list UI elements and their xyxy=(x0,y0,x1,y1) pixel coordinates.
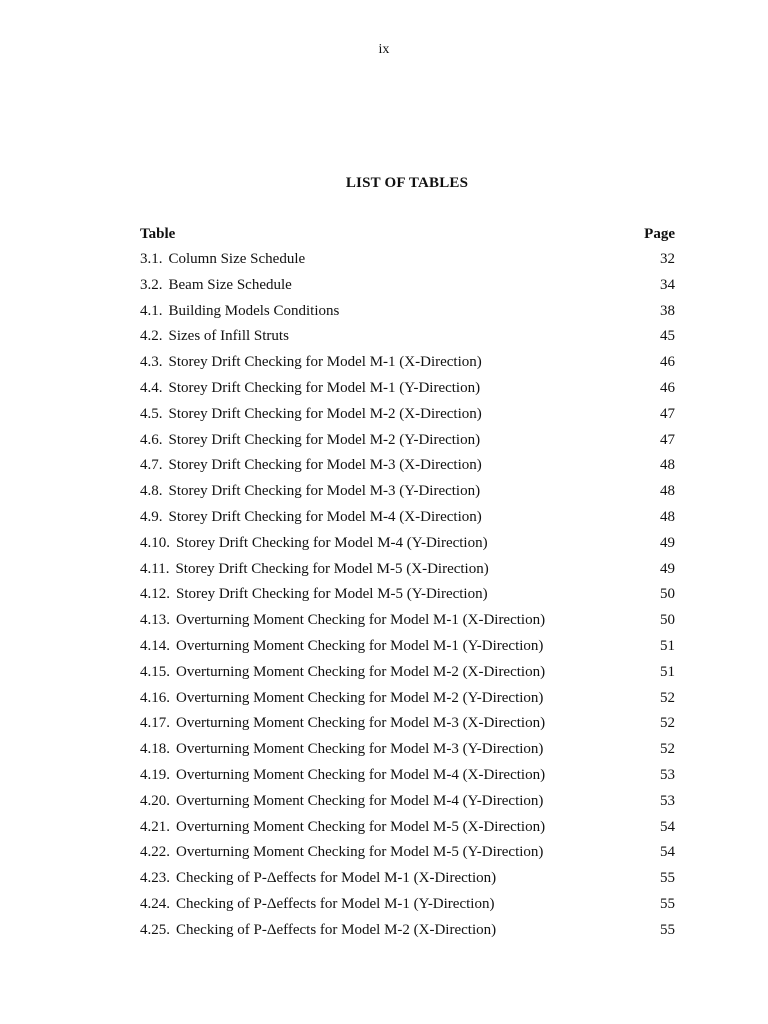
table-title: Storey Drift Checking for Model M-1 (Y-Direction) xyxy=(168,379,481,396)
table-number: 3.1. xyxy=(140,251,163,267)
table-number: 4.3. xyxy=(140,354,163,371)
list-item xyxy=(140,612,675,638)
table-number: 4.22. xyxy=(140,844,170,861)
table-number: 4.21. xyxy=(140,818,170,835)
list-item xyxy=(140,664,675,690)
table-title: Column Size Schedule xyxy=(168,251,306,267)
list-item xyxy=(140,328,675,354)
table-number: 4.9. xyxy=(140,508,163,525)
page-ref: 38 xyxy=(660,302,675,319)
page-ref: 53 xyxy=(660,766,675,783)
table-number: 4.23. xyxy=(140,870,170,887)
list-item xyxy=(140,819,675,845)
list-item xyxy=(140,638,675,664)
page-ref: 52 xyxy=(660,689,675,706)
table-number: 4.4. xyxy=(140,379,163,396)
table-title: Checking of P-Δeffects for Model M-1 (Y-Direction) xyxy=(176,895,495,912)
table-title: Storey Drift Checking for Model M-2 (X-Direction) xyxy=(168,405,482,422)
list-item xyxy=(140,896,675,922)
page-column-header: Page xyxy=(644,226,675,242)
table-list xyxy=(140,251,675,948)
page-ref: 53 xyxy=(660,792,675,809)
table-title: Overturning Moment Checking for Model M-5 (Y-Direction) xyxy=(176,844,544,861)
table-title: Storey Drift Checking for Model M-1 (X-Direction) xyxy=(168,354,482,371)
table-number: 4.14. xyxy=(140,637,170,654)
table-number: 4.10. xyxy=(140,534,170,551)
list-item xyxy=(140,561,675,587)
page-ref: 55 xyxy=(660,870,675,887)
page-ref: 54 xyxy=(660,844,675,861)
page-ref: 34 xyxy=(660,276,675,293)
table-title: Overturning Moment Checking for Model M-3 (Y-Direction) xyxy=(176,741,544,758)
page-ref: 55 xyxy=(660,895,675,912)
page-title: LIST OF TABLES xyxy=(345,175,469,191)
table-number: 4.17. xyxy=(140,715,170,732)
page-ref: 48 xyxy=(660,483,675,500)
list-item xyxy=(140,303,675,329)
page-ref: 50 xyxy=(660,612,675,629)
table-title: Overturning Moment Checking for Model M-5 (X-Direction) xyxy=(176,818,546,835)
table-number: 4.20. xyxy=(140,792,170,809)
page-ref: 52 xyxy=(660,741,675,758)
list-item xyxy=(140,535,675,561)
table-number: 4.12. xyxy=(140,586,170,603)
table-number: 4.6. xyxy=(140,431,163,448)
page-ref: 48 xyxy=(660,508,675,525)
table-title: Building Models Conditions xyxy=(168,302,340,319)
table-title: Overturning Moment Checking for Model M-1 (Y-Direction) xyxy=(176,637,544,654)
list-item xyxy=(140,793,675,819)
table-title: Storey Drift Checking for Model M-4 (Y-Direction) xyxy=(176,534,488,551)
page-ref: 47 xyxy=(660,405,675,422)
table-number: 4.15. xyxy=(140,663,170,680)
table-title: Sizes of Infill Struts xyxy=(168,328,289,345)
table-title: Beam Size Schedule xyxy=(168,276,292,293)
page-number: ix xyxy=(378,42,390,57)
table-number: 4.8. xyxy=(140,483,163,500)
table-title: Overturning Moment Checking for Model M-4 (X-Direction) xyxy=(176,766,546,783)
page-ref: 51 xyxy=(660,663,675,680)
list-item xyxy=(140,715,675,741)
table-number: 4.13. xyxy=(140,612,170,629)
table-number: 4.5. xyxy=(140,405,163,422)
list-item xyxy=(140,844,675,870)
table-title: Storey Drift Checking for Model M-3 (X-Direction) xyxy=(168,457,482,474)
table-number: 4.7. xyxy=(140,457,163,474)
list-item xyxy=(140,483,675,509)
list-item xyxy=(140,586,675,612)
list-item xyxy=(140,432,675,458)
list-item xyxy=(140,354,675,380)
page-ref: 46 xyxy=(660,379,675,396)
table-title: Storey Drift Checking for Model M-5 (X-Direction) xyxy=(175,560,489,577)
table-number: 4.24. xyxy=(140,895,170,912)
page-ref: 48 xyxy=(660,457,675,474)
table-title: Overturning Moment Checking for Model M-4 (Y-Direction) xyxy=(176,792,544,809)
table-title: Storey Drift Checking for Model M-5 (Y-Direction) xyxy=(176,586,488,603)
table-column-header: Table xyxy=(140,226,176,242)
page-ref: 52 xyxy=(660,715,675,732)
list-item xyxy=(140,509,675,535)
table-title: Storey Drift Checking for Model M-4 (X-Direction) xyxy=(168,508,482,525)
page-ref: 50 xyxy=(660,586,675,603)
table-number: 3.2. xyxy=(140,276,163,293)
list-item xyxy=(140,277,675,303)
list-item xyxy=(140,251,675,277)
page-ref: 47 xyxy=(660,431,675,448)
table-title: Overturning Moment Checking for Model M-2 (X-Direction) xyxy=(176,663,546,680)
page-ref: 55 xyxy=(660,921,675,938)
list-item xyxy=(140,380,675,406)
table-number: 4.25. xyxy=(140,921,170,938)
list-item xyxy=(140,741,675,767)
list-item xyxy=(140,457,675,483)
table-title: Overturning Moment Checking for Model M-3 (X-Direction) xyxy=(176,715,546,732)
table-number: 4.16. xyxy=(140,689,170,706)
table-title: Overturning Moment Checking for Model M-1 (X-Direction) xyxy=(176,612,546,629)
table-number: 4.11. xyxy=(140,560,170,577)
table-number: 4.19. xyxy=(140,766,170,783)
table-title: Overturning Moment Checking for Model M-2 (Y-Direction) xyxy=(176,689,544,706)
table-title: Checking of P-Δeffects for Model M-2 (X-Direction) xyxy=(176,921,497,938)
table-title: Storey Drift Checking for Model M-2 (Y-Direction) xyxy=(168,431,481,448)
page-ref: 54 xyxy=(660,818,675,835)
page-ref: 49 xyxy=(660,560,675,577)
table-number: 4.1. xyxy=(140,302,163,319)
list-item xyxy=(140,690,675,716)
page-ref: 46 xyxy=(660,354,675,371)
list-item xyxy=(140,870,675,896)
page-ref: 51 xyxy=(660,637,675,654)
page-ref: 45 xyxy=(660,328,675,345)
page-ref: 32 xyxy=(660,251,675,267)
list-item xyxy=(140,922,675,948)
list-item xyxy=(140,767,675,793)
list-item xyxy=(140,406,675,432)
table-number: 4.18. xyxy=(140,741,170,758)
page-ref: 49 xyxy=(660,534,675,551)
table-number: 4.2. xyxy=(140,328,163,345)
table-title: Checking of P-Δeffects for Model M-1 (X-Direction) xyxy=(176,870,497,887)
table-title: Storey Drift Checking for Model M-3 (Y-Direction) xyxy=(168,483,481,500)
